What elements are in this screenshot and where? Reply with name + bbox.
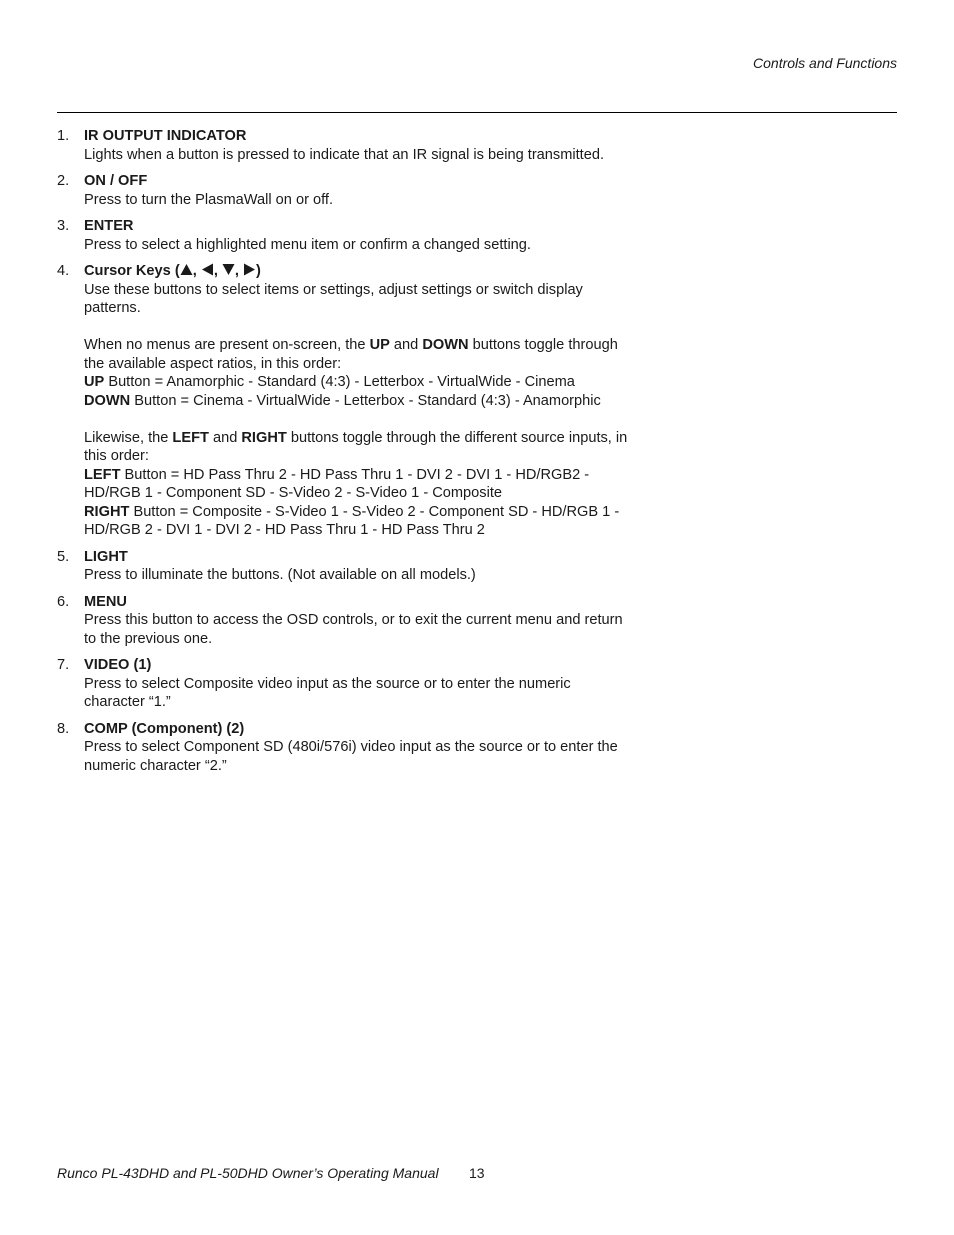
title-separator: ,: [213, 263, 222, 279]
right-arrow-icon: [243, 263, 256, 276]
source-intro: Likewise, the LEFT and RIGHT buttons toggle through the different source inputs, in: [84, 429, 628, 446]
list-item: [57, 548, 657, 585]
item-description: Press to turn the PlasmaWall on or off.: [84, 191, 334, 208]
item-description: Press to select a highlighted menu item or confirm a changed setting.: [84, 236, 531, 253]
item-number: 5.: [57, 548, 70, 565]
list-item: [57, 217, 657, 254]
item-description: Press to select Component SD (480i/576i) video input as the source or to enter the: [84, 739, 618, 755]
source-intro: this order:: [84, 448, 149, 464]
item-number: 7.: [57, 657, 70, 673]
list-item: [57, 262, 657, 540]
right-button-order: HD/RGB 2 - DVI 1 - DVI 2 - HD Pass Thru 1 - HD Pass Thru 2: [84, 522, 485, 538]
item-number: 6.: [57, 593, 70, 610]
item-description: to the previous one.: [84, 630, 213, 647]
up-button-order: UP Button = Anamorphic - Standard (4:3) - Letterbox - VirtualWide - Cinema: [84, 374, 575, 390]
right-button-order: RIGHT Button = Composite - S-Video 1 - S-Video 2 - Component SD - HD/RGB 1 -: [84, 503, 620, 520]
item-title: IR OUTPUT INDICATOR: [84, 128, 247, 144]
list-item: [57, 593, 657, 649]
item-description: Press this button to access the OSD controls, or to exit the current menu and return: [84, 612, 623, 628]
item-number: 8.: [57, 720, 70, 737]
down-arrow-icon: [222, 263, 235, 276]
up-arrow-icon: [180, 263, 193, 276]
list-item: [57, 172, 657, 209]
controls-list: [57, 127, 657, 783]
item-description: character “1.”: [84, 694, 171, 710]
page-number: 13: [469, 1165, 485, 1181]
item-description: Press to illuminate the buttons. (Not available on all models.): [84, 567, 476, 583]
list-item: [57, 656, 657, 712]
item-description: patterns.: [84, 300, 141, 316]
item-description: numeric character “2.”: [84, 757, 227, 774]
left-button-order: LEFT Button = HD Pass Thru 2 - HD Pass Thru 1 - DVI 2 - DVI 1 - HD/RGB2 -: [84, 466, 590, 483]
list-item: [57, 720, 657, 776]
title-separator: ,: [192, 263, 201, 279]
item-title: VIDEO (1): [84, 657, 152, 673]
item-title: [84, 262, 657, 281]
list-item: [57, 127, 657, 164]
title-suffix: ): [256, 263, 261, 279]
item-title: MENU: [84, 593, 127, 610]
title-separator: ,: [234, 263, 244, 279]
item-number: 4.: [57, 263, 70, 279]
aspect-intro: the available aspect ratios, in this order:: [84, 355, 342, 372]
item-description: Press to select Composite video input as the source or to enter the numeric: [84, 675, 571, 692]
item-title: ENTER: [84, 218, 134, 234]
item-number: 3.: [57, 218, 70, 234]
left-arrow-icon: [201, 263, 214, 276]
item-number: 1.: [57, 128, 70, 144]
running-header: Controls and Functions: [753, 55, 897, 71]
item-title: ON / OFF: [84, 173, 148, 189]
item-description: Lights when a button is pressed to indicate that an IR signal is being transmitted.: [84, 146, 605, 163]
footer-manual-title: Runco PL-43DHD and PL-50DHD Owner’s Operating Manual: [57, 1165, 439, 1181]
aspect-intro: When no menus are present on-screen, the UP and DOWN buttons toggle through: [84, 337, 618, 353]
left-button-order: HD/RGB 1 - Component SD - S-Video 2 - S-Video 1 - Composite: [84, 485, 502, 501]
down-button-order: DOWN Button = Cinema - VirtualWide - Letterbox - Standard (4:3) - Anamorphic: [84, 392, 601, 409]
header-rule: [57, 112, 897, 113]
item-title: LIGHT: [84, 548, 128, 565]
item-title: COMP (Component) (2): [84, 720, 245, 737]
title-prefix: Cursor Keys (: [84, 263, 180, 279]
item-description: Use these buttons to select items or settings, adjust settings or switch display: [84, 281, 583, 298]
item-number: 2.: [57, 173, 70, 189]
